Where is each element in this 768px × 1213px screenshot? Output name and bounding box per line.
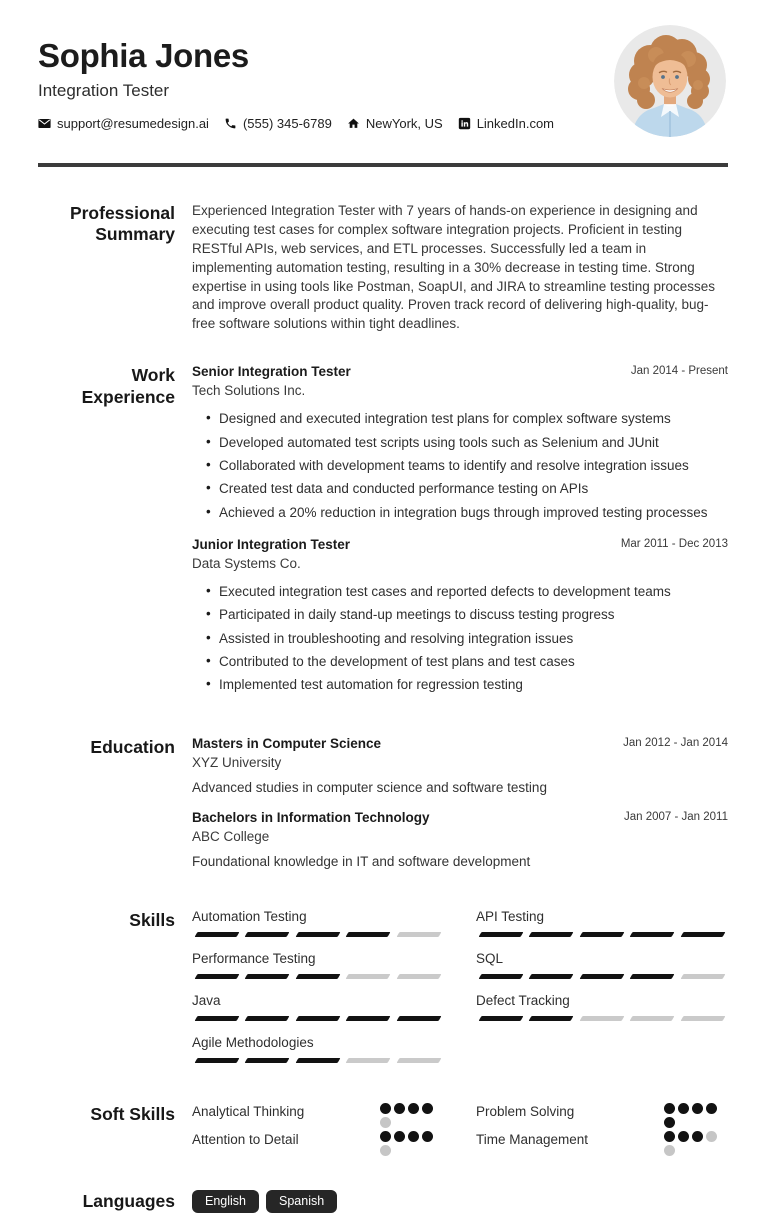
bullet-item: • Achieved a 20% reduction in integration bugs through improved testing processes	[206, 504, 728, 522]
skill-segment-filled	[195, 1058, 240, 1063]
skill-segment-filled	[245, 1058, 290, 1063]
job-entry	[192, 537, 728, 695]
contact-text: LinkedIn.com	[476, 116, 555, 132]
section-soft-skills	[38, 1103, 728, 1159]
rating-dot-filled	[678, 1103, 689, 1114]
bullet-item: • Assisted in troubleshooting and resolving integration issues	[206, 630, 728, 648]
phone-icon	[224, 117, 237, 130]
skill-segment-filled	[295, 974, 340, 979]
rating-dot-filled	[380, 1131, 391, 1142]
skill-item	[476, 909, 728, 937]
skill-name: Defect Tracking	[476, 992, 570, 1008]
soft-skill-dots	[380, 1103, 434, 1128]
rating-dot-filled	[408, 1131, 419, 1142]
skill-segment-filled	[195, 974, 240, 979]
skill-name: Performance Testing	[192, 950, 316, 966]
bullet-item: • Executed integration test cases and reported defects to development teams	[206, 583, 728, 601]
skill-item	[192, 909, 444, 937]
education-header	[192, 736, 728, 751]
job-company: Data Systems Co.	[192, 556, 301, 572]
contact-text: NewYork, US	[365, 116, 443, 132]
linkedin-icon	[458, 117, 471, 130]
skill-level-bar	[476, 932, 728, 937]
contact-item	[458, 116, 554, 131]
bullet-item: • Participated in daily stand-up meetings to discuss testing progress	[206, 606, 728, 624]
section-label: Work Experience	[81, 365, 175, 407]
skill-segment-filled	[195, 932, 240, 937]
skill-level-bar	[476, 1016, 728, 1021]
bullet-item: • Designed and executed integration test plans for complex software systems	[206, 410, 728, 428]
section-professional-summary	[38, 202, 728, 334]
language-badge: English	[192, 1190, 259, 1213]
skill-level-bar	[476, 974, 728, 979]
soft-skill-name: Analytical Thinking	[192, 1103, 305, 1119]
skill-segment-empty	[396, 932, 441, 937]
soft-skill-item	[476, 1103, 728, 1128]
contact-text: (555) 345-6789	[242, 116, 332, 132]
contact-text: support@resumedesign.ai	[57, 116, 209, 132]
education-degree: Bachelors in Information Technology	[192, 809, 430, 825]
section-education	[38, 736, 728, 869]
soft-skill-item	[192, 1131, 444, 1156]
education-entry	[192, 736, 728, 795]
skill-item	[192, 1035, 444, 1063]
skill-name: Agile Methodologies	[192, 1034, 314, 1050]
skills-grid	[192, 909, 728, 1077]
soft-skill-item	[476, 1131, 728, 1156]
rating-dot-filled	[394, 1103, 405, 1114]
job-header	[192, 364, 728, 379]
section-label: Skills	[129, 909, 175, 930]
skill-segment-empty	[396, 974, 441, 979]
skill-item	[476, 993, 728, 1021]
job-company: Tech Solutions Inc.	[192, 383, 306, 399]
bullet-item: • Contributed to the development of test plans and test cases	[206, 653, 728, 671]
language-list	[192, 1190, 728, 1213]
education-dates: Jan 2007 - Jan 2011	[623, 810, 728, 823]
profile-photo-illustration	[614, 25, 726, 137]
education-header	[192, 810, 728, 825]
email-icon	[38, 117, 51, 130]
skill-item	[192, 993, 444, 1021]
skill-segment-filled	[346, 932, 391, 937]
job-bullet-list	[206, 410, 728, 522]
skill-level-bar	[192, 1058, 444, 1063]
rating-dot-filled	[692, 1103, 703, 1114]
section-label: Soft Skills	[90, 1103, 175, 1124]
education-entry	[192, 810, 728, 869]
rating-dot-filled	[664, 1117, 675, 1128]
skill-segment-filled	[529, 974, 574, 979]
header	[38, 30, 728, 137]
skill-segment-filled	[680, 932, 725, 937]
skill-segment-empty	[346, 974, 391, 979]
job-title: Junior Integration Tester	[192, 537, 351, 553]
rating-dot-filled	[706, 1103, 717, 1114]
skill-level-bar	[192, 1016, 444, 1021]
person-name: Sophia Jones	[38, 37, 249, 74]
soft-skill-dots	[380, 1131, 434, 1156]
skill-segment-empty	[396, 1058, 441, 1063]
job-dates: Jan 2014 - Present	[630, 365, 728, 378]
soft-skills-grid	[192, 1103, 728, 1159]
education-description: Foundational knowledge in IT and software development	[192, 853, 531, 869]
skill-segment-empty	[680, 1016, 725, 1021]
skill-segment-filled	[245, 974, 290, 979]
skill-segment-filled	[529, 932, 574, 937]
rating-dot-empty	[706, 1131, 717, 1142]
skill-segment-filled	[479, 1016, 524, 1021]
section-languages	[38, 1190, 728, 1213]
skill-segment-empty	[680, 974, 725, 979]
rating-dot-filled	[678, 1131, 689, 1142]
rating-dot-filled	[422, 1131, 433, 1142]
skill-name: SQL	[476, 950, 504, 966]
skill-segment-filled	[295, 1058, 340, 1063]
bullet-item: • Implemented test automation for regression testing	[206, 676, 728, 694]
rating-dot-filled	[664, 1103, 675, 1114]
skill-segment-filled	[479, 932, 524, 937]
skill-segment-filled	[579, 932, 624, 937]
rating-dot-filled	[394, 1131, 405, 1142]
job-entry	[192, 364, 728, 522]
resume-body	[38, 202, 728, 1213]
rating-dot-filled	[408, 1103, 419, 1114]
skill-segment-filled	[295, 1016, 340, 1021]
rating-dot-filled	[664, 1131, 675, 1142]
skill-item	[192, 951, 444, 979]
education-description: Advanced studies in computer science and software testing	[192, 779, 547, 795]
section-label: Professional Summary	[69, 203, 175, 245]
job-bullet-list	[206, 583, 728, 695]
skill-segment-filled	[245, 932, 290, 937]
education-list	[192, 736, 728, 869]
soft-skill-name: Time Management	[476, 1131, 589, 1147]
language-badge: Spanish	[266, 1190, 337, 1213]
skill-segment-filled	[630, 932, 675, 937]
skill-segment-filled	[479, 974, 524, 979]
rating-dot-filled	[692, 1131, 703, 1142]
profile-photo	[614, 25, 726, 137]
bullet-item: • Collaborated with development teams to identify and resolve integration issues	[206, 457, 728, 475]
skill-segment-filled	[195, 1016, 240, 1021]
bullet-item: • Created test data and conducted performance testing on APIs	[206, 480, 728, 498]
rating-dot-filled	[380, 1103, 391, 1114]
job-title: Senior Integration Tester	[192, 364, 351, 380]
skill-segment-empty	[630, 1016, 675, 1021]
skill-segment-filled	[529, 1016, 574, 1021]
section-label: Education	[90, 736, 175, 757]
contact-item	[224, 116, 332, 131]
rating-dot-filled	[422, 1103, 433, 1114]
rating-dot-empty	[664, 1145, 675, 1156]
contact-row	[38, 116, 554, 131]
education-degree: Masters in Computer Science	[192, 735, 382, 751]
job-header	[192, 537, 728, 552]
skill-segment-empty	[346, 1058, 391, 1063]
home-icon	[347, 117, 360, 130]
header-divider	[38, 163, 728, 167]
contact-item	[38, 116, 209, 131]
soft-skill-dots	[664, 1103, 718, 1128]
soft-skill-item	[192, 1103, 444, 1128]
soft-skill-name: Problem Solving	[476, 1103, 575, 1119]
skill-segment-filled	[630, 974, 675, 979]
soft-skill-name: Attention to Detail	[192, 1131, 299, 1147]
bullet-item: • Developed automated test scripts using tools such as Selenium and JUnit	[206, 434, 728, 452]
skill-item	[476, 951, 728, 979]
summary-text: Experienced Integration Tester with 7 years of hands-on experience in designing and executing test cases for complex software integration projects. Proficient in testing RESTful APIs, web services, and ETL processes. Successfully led a team in implementing automation testing, resulting in a 30% decrease in testing time. Strong expertise in using tools like Postman, SoapUI, and JIRA to streamline testing processes and improve overall product quality. Proven track record of delivering high-quality, bug-free software solutions within tight deadlines.	[192, 203, 716, 332]
section-skills	[38, 909, 728, 1077]
skill-level-bar	[192, 974, 444, 979]
rating-dot-empty	[380, 1145, 391, 1156]
job-list	[192, 364, 728, 700]
skill-segment-filled	[245, 1016, 290, 1021]
skill-name: Automation Testing	[192, 908, 307, 924]
skill-name: Java	[192, 992, 221, 1008]
soft-skill-dots	[664, 1131, 718, 1156]
section-work-experience	[38, 364, 728, 700]
education-dates: Jan 2012 - Jan 2014	[623, 736, 728, 749]
skill-name: API Testing	[476, 908, 545, 924]
skill-segment-empty	[579, 1016, 624, 1021]
education-school: ABC College	[192, 828, 270, 844]
rating-dot-empty	[380, 1117, 391, 1128]
education-school: XYZ University	[192, 754, 282, 770]
skill-segment-filled	[295, 932, 340, 937]
header-identity	[38, 30, 554, 131]
contact-item	[347, 116, 443, 131]
person-title: Integration Tester	[38, 81, 170, 101]
job-dates: Mar 2011 - Dec 2013	[620, 538, 728, 551]
skill-level-bar	[192, 932, 444, 937]
skill-segment-filled	[346, 1016, 391, 1021]
skill-segment-filled	[396, 1016, 441, 1021]
section-label: Languages	[82, 1191, 175, 1212]
skill-segment-filled	[579, 974, 624, 979]
